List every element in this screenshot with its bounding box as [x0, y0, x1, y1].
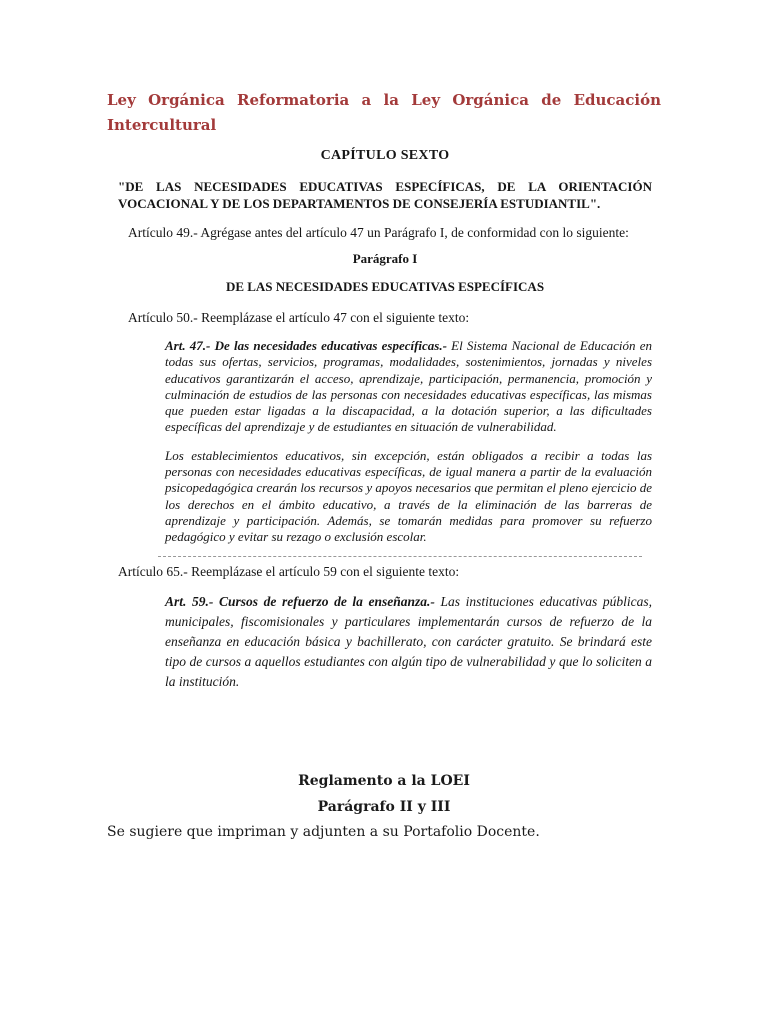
- article-59-lead: Art. 59.- Cursos de refuerzo de la enseñanza.-: [165, 593, 435, 609]
- article-47-quote: [118, 338, 652, 436]
- article-50-text: Artículo 50.- Reemplázase el artículo 47 con el siguiente texto:: [128, 310, 470, 325]
- paragrafo-title: DE LAS NECESIDADES EDUCATIVAS ESPECÍFICAS: [225, 279, 545, 294]
- paragrafo-label: Parágrafo I: [352, 251, 418, 266]
- article-47-body: El Sistema Nacional de Educación en todas sus ofertas, servicios, programas, modalidades, sostenimientos, jornadas y niveles educativos garantizarán el acceso, aprendizaje, participación, permanencia, promoción y culminación de estudios de las personas con necesidades educativas específicas, las mismas que pueden estar ligadas a la discapacidad, a la dotación superior, a las dificultades específicas del aprendizaje y de estudiantes en situación de vulnerabilidad.: [165, 338, 652, 435]
- article-59-quote: [118, 592, 652, 692]
- document-heading-line1: Ley Orgánica Reformatoria a la Ley Orgánica de Educación: [107, 91, 661, 109]
- regulation-subtitle: Parágrafo II y III: [317, 799, 451, 815]
- chapter-subtitle: "DE LAS NECESIDADES EDUCATIVAS ESPECÍFICAS, DE LA ORIENTACIÓN VOCACIONAL Y DE LOS DEPARTAMENTOS DE CONSEJERÍA ESTUDIANTIL".: [118, 179, 652, 211]
- scanned-law-excerpt: [118, 148, 652, 692]
- chapter-title: CAPÍTULO SEXTO: [320, 148, 450, 163]
- article-65-text: Artículo 65.- Reemplázase el artículo 59 con el siguiente texto:: [118, 563, 460, 579]
- scan-divider: [158, 556, 642, 557]
- article-49-text: Artículo 49.- Agrégase antes del artículo 47 un Parágrafo I, de conformidad con lo siguiente:: [128, 225, 629, 240]
- document-heading-line2: Intercultural: [107, 116, 217, 134]
- portfolio-note: Se sugiere que impriman y adjunten a su Portafolio Docente.: [107, 824, 540, 840]
- article-47-lead: Art. 47.- De las necesidades educativas específicas.-: [165, 338, 447, 353]
- article-59-body: Las instituciones educativas públicas, municipales, fiscomisionales y particulares implementarán cursos de refuerzo de la enseñanza en educación básica y bachillerato, con carácter gratuito. Se brindará este tipo de cursos a aquellos estudiantes con algún tipo de vulnerabilidad y que lo soliciten a la institución.: [165, 593, 652, 689]
- article-47-quote-paragraph-2: Los establecimientos educativos, sin excepción, están obligados a recibir a todas las personas con necesidades educativas específicas, de igual manera a partir de la evaluación psicopedagógica crearán los recursos y apoyos necesarios que permitan el pleno ejercicio de los derechos en el ámbito educativo, a través de la eliminación de las barreras de aprendizaje y participación. Además, se tomarán medidas para promover su refuerzo pedagógico y evitar su rezago o exclusión escolar.: [165, 447, 652, 545]
- document-heading: [107, 88, 661, 138]
- regulation-title: Reglamento a la LOEI: [298, 773, 470, 789]
- regulation-section: [107, 768, 661, 844]
